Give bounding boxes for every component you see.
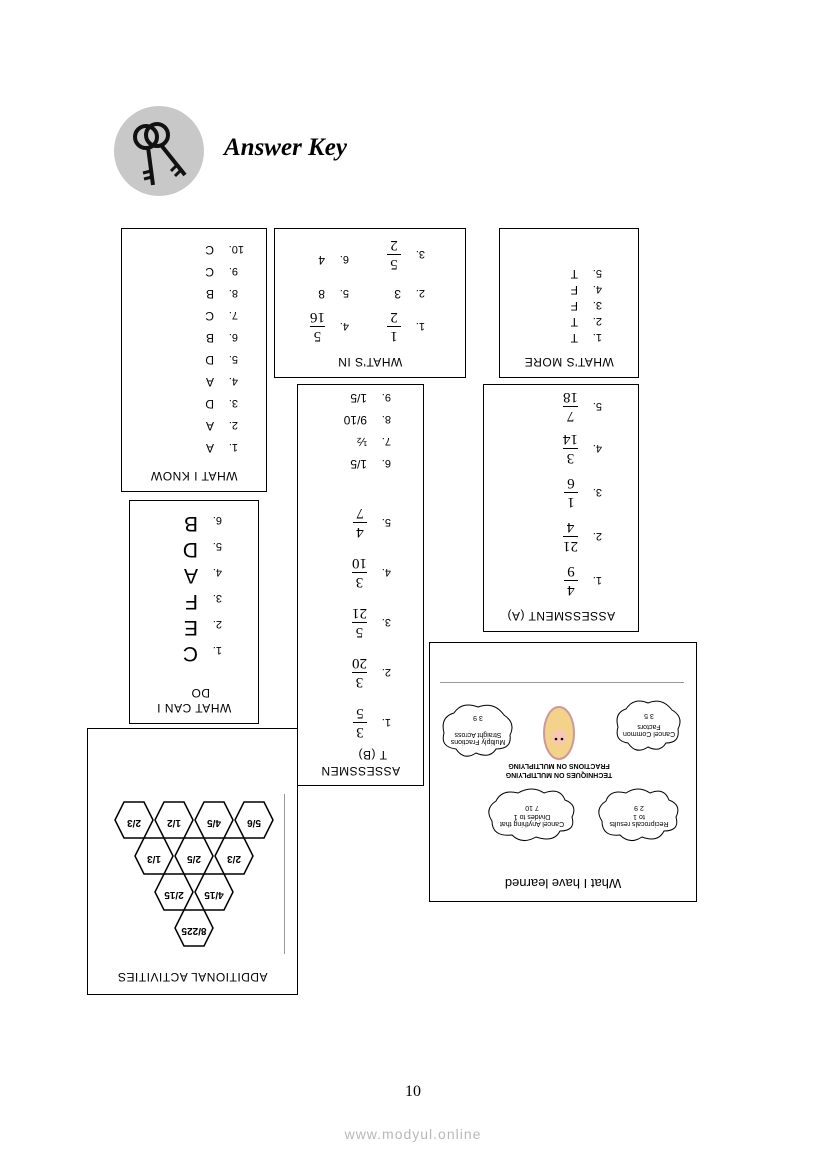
list-item: 4.A bbox=[205, 375, 238, 389]
list-item: 8.9/10 bbox=[343, 413, 391, 427]
what-i-know-box bbox=[121, 228, 267, 492]
hexagon: 2/3 bbox=[114, 800, 154, 840]
cloud-cancel-to-one: Cancel Anything that Divides to 1 7 10 bbox=[484, 785, 580, 845]
assessment-a-box bbox=[483, 384, 639, 632]
list-item: 6.B bbox=[183, 512, 222, 535]
list-item: 5. 7 18 bbox=[563, 389, 602, 424]
list-item: 2.T bbox=[570, 315, 602, 329]
list-item: 1. 1 2 bbox=[387, 308, 425, 345]
list-item: 3. 5 2 bbox=[387, 236, 425, 273]
character-icon bbox=[542, 705, 576, 761]
list-item: 6.1/5 bbox=[350, 457, 391, 471]
list-item: 1.A bbox=[205, 441, 238, 455]
hexagon: 4/15 bbox=[194, 872, 234, 912]
page-number: 10 bbox=[405, 1083, 421, 1100]
hexagon: 1/2 bbox=[154, 800, 194, 840]
list-item: 8.B bbox=[205, 287, 238, 301]
hexagon: 2/15 bbox=[154, 872, 194, 912]
list-item: 2. 3 20 bbox=[352, 655, 391, 690]
list-item: 5. 4 7 bbox=[353, 504, 391, 541]
list-item: 4.F bbox=[570, 283, 602, 297]
cloud-reciprocals: Reciprocals results to 1 2 9 bbox=[594, 785, 684, 845]
list-item: 3. 1 6 bbox=[564, 474, 602, 511]
list-item: 3. 5 21 bbox=[352, 605, 391, 640]
hexagon: 1/3 bbox=[134, 836, 174, 876]
list-item: 6.B bbox=[205, 331, 238, 345]
whats-in-heading: WHAT'S IN bbox=[337, 355, 403, 369]
keys-icon bbox=[113, 105, 205, 197]
hexagon-puzzle bbox=[100, 794, 285, 954]
list-item: 3.F bbox=[570, 299, 602, 313]
hexagon: 2/3 bbox=[214, 836, 254, 876]
hexagon: 5/6 bbox=[234, 800, 274, 840]
what-i-have-learned-box bbox=[429, 642, 697, 902]
additional-activities-box bbox=[87, 728, 298, 995]
list-item: 6.4 bbox=[318, 253, 349, 267]
concept-map bbox=[440, 682, 684, 865]
what-can-i-do-box bbox=[129, 500, 259, 724]
list-item: 2.A bbox=[205, 419, 238, 433]
list-item: 1.C bbox=[182, 642, 222, 665]
list-item: 4. 3 14 bbox=[563, 431, 602, 466]
center-title: TECHNIQUES ON MULTIPLYING FRACTIONS ON MULTIPLYING bbox=[505, 762, 613, 778]
whats-in-box bbox=[274, 228, 466, 378]
what-can-i-do-heading: WHAT CAN I DO bbox=[156, 686, 232, 715]
list-item: 10.C bbox=[205, 243, 244, 257]
list-item: 3.F bbox=[185, 590, 222, 613]
list-item: 5.D bbox=[182, 538, 222, 561]
assessment-a-heading: ASSESSMENT (A) bbox=[506, 609, 616, 623]
assessment-b-box bbox=[297, 384, 424, 786]
list-item: 7.C bbox=[205, 309, 238, 323]
list-item: 2.E bbox=[183, 616, 222, 639]
watermark: www.modyul.online bbox=[344, 1126, 482, 1142]
list-item: 4.A bbox=[183, 564, 222, 587]
list-item: 7.½ bbox=[356, 435, 391, 449]
what-i-have-learned-heading: What I have learned bbox=[504, 876, 622, 891]
list-item: 9.1/5 bbox=[350, 391, 391, 405]
list-item: 1. 3 5 bbox=[353, 704, 391, 741]
list-item: 5.8 bbox=[318, 287, 349, 301]
list-item: 2. 21 4 bbox=[563, 519, 602, 554]
list-item: 9.C bbox=[205, 265, 238, 279]
list-item: 4. 3 10 bbox=[352, 555, 391, 590]
hexagon: 2/5 bbox=[174, 836, 214, 876]
hexagon: 4/5 bbox=[194, 800, 234, 840]
cloud-multiply-straight-across: Multiply Fractions Straight Across 3 9 bbox=[440, 699, 516, 761]
additional-activities-heading: ADDITIONAL ACTIVITIES bbox=[117, 970, 268, 984]
what-i-know-heading: WHAT I KNOW bbox=[150, 469, 238, 483]
list-item: 5.T bbox=[570, 267, 602, 281]
hexagon: 8/225 bbox=[174, 908, 214, 948]
list-item: 2.3 bbox=[394, 287, 425, 301]
whats-more-box bbox=[499, 228, 639, 378]
list-item: 5.D bbox=[205, 353, 238, 367]
list-item: 1.T bbox=[570, 331, 602, 345]
list-item: 1. 4 9 bbox=[564, 562, 602, 599]
list-item: 4. 5 16 bbox=[310, 309, 349, 344]
page-title: Answer Key bbox=[224, 134, 347, 161]
assessment-b-heading: ASSESSMEN T (B) bbox=[320, 748, 401, 778]
whats-more-heading: WHAT'S MORE bbox=[524, 355, 614, 369]
cloud-cancel-common-factors: Cancel Common Factors 3 5 bbox=[614, 695, 684, 755]
list-item: 3.D bbox=[205, 397, 238, 411]
